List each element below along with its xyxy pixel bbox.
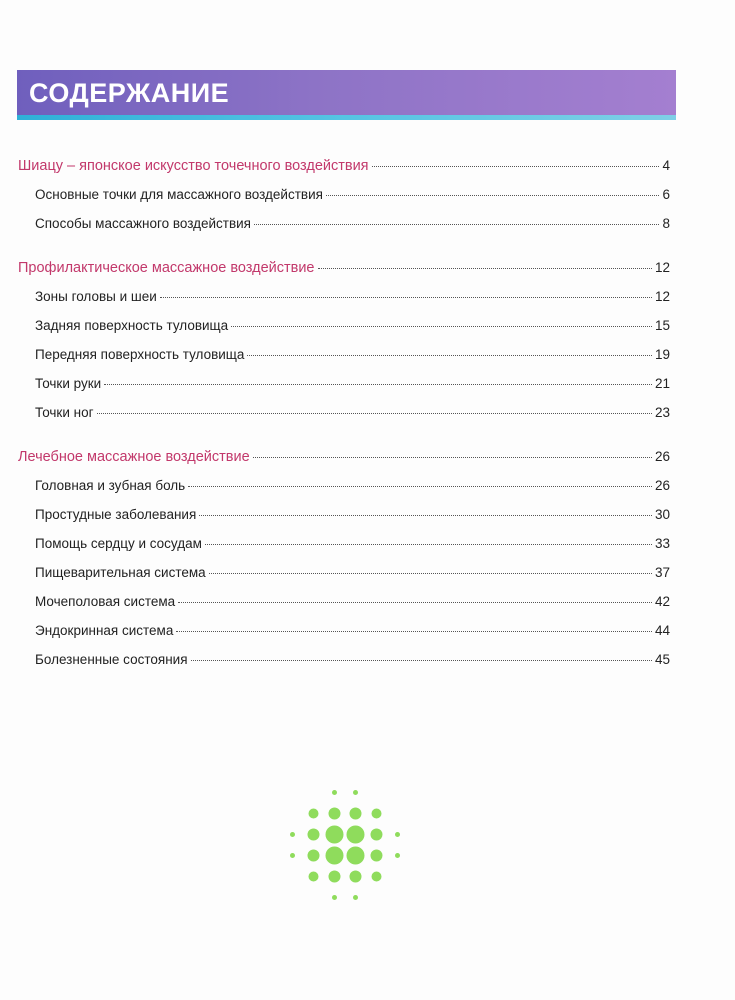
toc-entry[interactable] — [18, 536, 670, 565]
toc-entry[interactable] — [18, 507, 670, 536]
toc-entry[interactable] — [18, 187, 670, 216]
ornament-dot — [353, 790, 358, 795]
dot-leader — [372, 165, 660, 167]
ornament-dot — [308, 829, 320, 841]
dot-leader — [199, 514, 652, 516]
ornament-dot — [308, 850, 320, 862]
toc-entry-title: Профилактическое массажное воздействие — [18, 260, 315, 276]
toc-entry[interactable] — [18, 318, 670, 347]
toc-entry-title: Способы массажного воздействия — [35, 216, 251, 231]
dot-leader — [253, 456, 652, 458]
toc-page-number: 44 — [654, 623, 670, 638]
dot-leader — [326, 194, 660, 196]
dot-leader — [254, 223, 659, 225]
ornament-dot — [350, 808, 362, 820]
ornament-dot — [329, 808, 341, 820]
dot-leader — [160, 296, 652, 298]
green-dot-burst-icon — [290, 790, 400, 900]
toc-entry-title: Помощь сердцу и сосудам — [35, 536, 202, 551]
dot-leader — [247, 354, 652, 356]
toc-entry[interactable] — [18, 652, 670, 681]
dot-leader — [205, 543, 652, 545]
toc-page-number: 26 — [654, 478, 670, 493]
ornament-dot — [309, 872, 319, 882]
ornament-dot — [332, 895, 337, 900]
table-of-contents — [18, 158, 670, 696]
toc-entry[interactable] — [18, 405, 670, 434]
dot-leader — [104, 383, 652, 385]
toc-page-number: 12 — [654, 289, 670, 304]
toc-entry-title: Эндокринная система — [35, 623, 174, 638]
toc-entry-title: Головная и зубная боль — [35, 478, 186, 493]
toc-page-number: 6 — [662, 187, 670, 202]
ornament-dot — [290, 853, 295, 858]
toc-entry[interactable] — [18, 565, 670, 594]
toc-entry-title: Мочеполовая система — [35, 594, 176, 609]
ornament-dot — [309, 809, 319, 819]
ornament-dot — [347, 826, 365, 844]
toc-entry[interactable] — [18, 216, 670, 245]
toc-entry[interactable] — [18, 347, 670, 376]
toc-page-number: 8 — [662, 216, 670, 231]
ornament-dot — [347, 847, 365, 865]
ornament-dot — [290, 832, 295, 837]
ornament-dot — [372, 872, 382, 882]
toc-section-heading[interactable] — [18, 449, 670, 478]
toc-page-number: 12 — [654, 260, 670, 275]
toc-entry-title: Лечебное массажное воздействие — [18, 449, 250, 465]
toc-section-heading[interactable] — [18, 158, 670, 187]
toc-page-number: 23 — [654, 405, 670, 420]
ornament-dot — [326, 847, 344, 865]
toc-page-number: 37 — [654, 565, 670, 580]
page-title: СОДЕРЖАНИЕ — [29, 78, 230, 108]
dot-leader — [191, 659, 652, 661]
toc-entry-title: Пищеварительная система — [35, 565, 206, 580]
dot-leader — [231, 325, 652, 327]
toc-page-number: 45 — [654, 652, 670, 667]
ornament-dot — [371, 829, 383, 841]
toc-section — [18, 449, 670, 681]
toc-page-number: 33 — [654, 536, 670, 551]
toc-entry[interactable] — [18, 478, 670, 507]
toc-entry-title: Задняя поверхность туловища — [35, 318, 229, 333]
toc-page-number: 30 — [654, 507, 670, 522]
toc-entry-title: Болезненные состояния — [35, 652, 188, 667]
ornament-dot — [372, 809, 382, 819]
dot-leader — [318, 267, 652, 269]
toc-page-number: 19 — [654, 347, 670, 362]
toc-entry-title: Шиацу – японское искусство точечного воздействия — [18, 158, 369, 174]
toc-entry-title: Основные точки для массажного воздействия — [35, 187, 323, 202]
toc-page-number: 42 — [654, 594, 670, 609]
toc-entry[interactable] — [18, 594, 670, 623]
toc-entry-title: Точки ног — [35, 405, 94, 420]
dot-leader — [188, 485, 652, 487]
toc-entry-title: Передняя поверхность туловища — [35, 347, 245, 362]
toc-entry-title: Точки руки — [35, 376, 102, 391]
toc-section — [18, 260, 670, 434]
toc-page-number: 15 — [654, 318, 670, 333]
toc-page-number: 26 — [654, 449, 670, 464]
toc-page-number: 21 — [654, 376, 670, 391]
toc-entry[interactable] — [18, 289, 670, 318]
toc-entry[interactable] — [18, 376, 670, 405]
toc-entry[interactable] — [18, 623, 670, 652]
dot-leader — [97, 412, 652, 414]
dot-leader — [209, 572, 652, 574]
toc-entry-title: Зоны головы и шеи — [35, 289, 157, 304]
title-banner — [17, 70, 676, 120]
toc-section — [18, 158, 670, 245]
ornament-dot — [329, 871, 341, 883]
ornament-dot — [371, 850, 383, 862]
toc-section-heading[interactable] — [18, 260, 670, 289]
ornament-dot — [350, 871, 362, 883]
ornament-dot — [326, 826, 344, 844]
toc-page-number: 4 — [662, 158, 670, 173]
dot-leader — [178, 601, 652, 603]
ornament-dot — [395, 832, 400, 837]
ornament-dot — [332, 790, 337, 795]
ornament-dot — [395, 853, 400, 858]
toc-entry-title: Простудные заболевания — [35, 507, 197, 522]
dot-leader — [176, 630, 652, 632]
ornament-dot — [353, 895, 358, 900]
